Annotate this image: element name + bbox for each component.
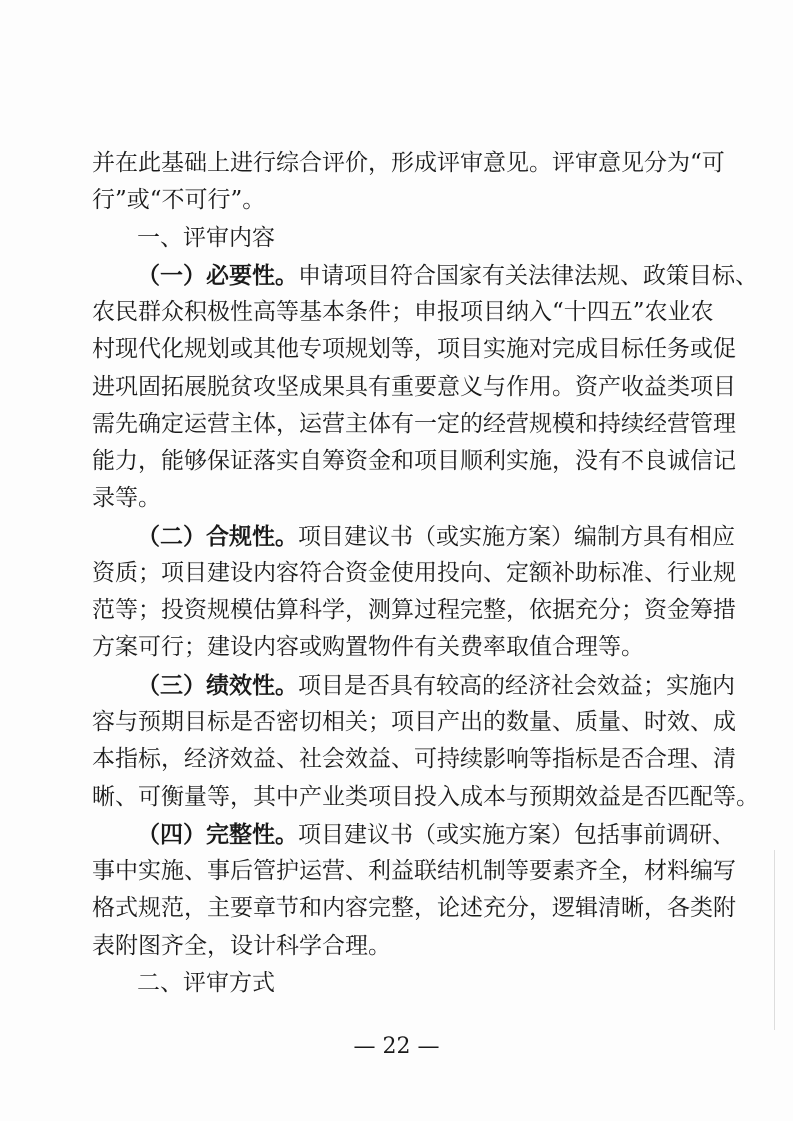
text-span: 申请项目符合国家有关法律法规、政策目标、 bbox=[298, 262, 758, 289]
text-line: 村现代化规划或其他专项规划等，项目实施对完成目标任务或促 bbox=[92, 336, 736, 363]
subheading-necessity: （一）必要性。 bbox=[137, 261, 298, 289]
page-number: — 22 — bbox=[353, 1034, 440, 1059]
text-line: 方案可行；建设内容或购置物件有关费率取值合理等。 bbox=[92, 634, 644, 661]
text-line: 本指标，经济效益、社会效益、可持续影响等指标是否合理、清 bbox=[92, 746, 736, 773]
scan-edge-mark bbox=[774, 850, 775, 1030]
text-line: 进巩固拓展脱贫攻坚成果具有重要意义与作用。资产收益类项目 bbox=[92, 373, 736, 400]
text-line bbox=[92, 257, 758, 294]
text-line: 格式规范，主要章节和内容完整，论述充分，逻辑清晰，各类附 bbox=[92, 895, 736, 922]
subheading-completeness: （四）完整性。 bbox=[137, 820, 298, 848]
text-line: 录等。 bbox=[92, 485, 161, 512]
body-text bbox=[92, 145, 759, 1002]
text-line: 资质；项目建设内容符合资金使用投向、定额补助标准、行业规 bbox=[92, 559, 736, 586]
text-line: 能力，能够保证落实自筹资金和项目顺利实施，没有不良诚信记 bbox=[92, 448, 736, 475]
text-line bbox=[92, 816, 735, 853]
text-line: 容与预期目标是否密切相关；项目产出的数量、质量、时效、成 bbox=[92, 708, 736, 735]
text-span: 项目建议书（或实施方案）编制方具有相应 bbox=[298, 523, 735, 550]
subheading-compliance: （二）合规性。 bbox=[137, 522, 298, 550]
section-heading: 二、评审方式 bbox=[137, 969, 275, 996]
text-line: 晰、可衡量等，其中产业类项目投入成本与预期效益是否匹配等。 bbox=[92, 783, 759, 810]
text-line: 需先确定运营主体，运营主体有一定的经营规模和持续经营管理 bbox=[92, 410, 736, 437]
text-line bbox=[92, 518, 735, 555]
section-heading: 一、评审内容 bbox=[137, 224, 275, 251]
text-span: 项目是否具有较高的经济社会效益；实施内 bbox=[298, 672, 735, 699]
text-span: 项目建议书（或实施方案）包括事前调研、 bbox=[298, 821, 735, 848]
text-line: 并在此基础上进行综合评价，形成评审意见。评审意见分为“可 bbox=[92, 150, 725, 176]
text-line: 表附图齐全，设计科学合理。 bbox=[92, 932, 391, 959]
text-line: 事中实施、事后管护运营、利益联结机制等要素齐全，材料编写 bbox=[92, 858, 736, 885]
text-line: 范等；投资规模估算科学，测算过程完整，依据充分；资金筹措 bbox=[92, 597, 736, 624]
subheading-performance: （三）绩效性。 bbox=[137, 671, 298, 699]
text-line bbox=[92, 667, 735, 704]
text-line: 行”或“不可行”。 bbox=[92, 187, 266, 214]
text-line: 农民群众积极性高等基本条件；申报项目纳入“十四五”农业农 bbox=[92, 299, 714, 326]
